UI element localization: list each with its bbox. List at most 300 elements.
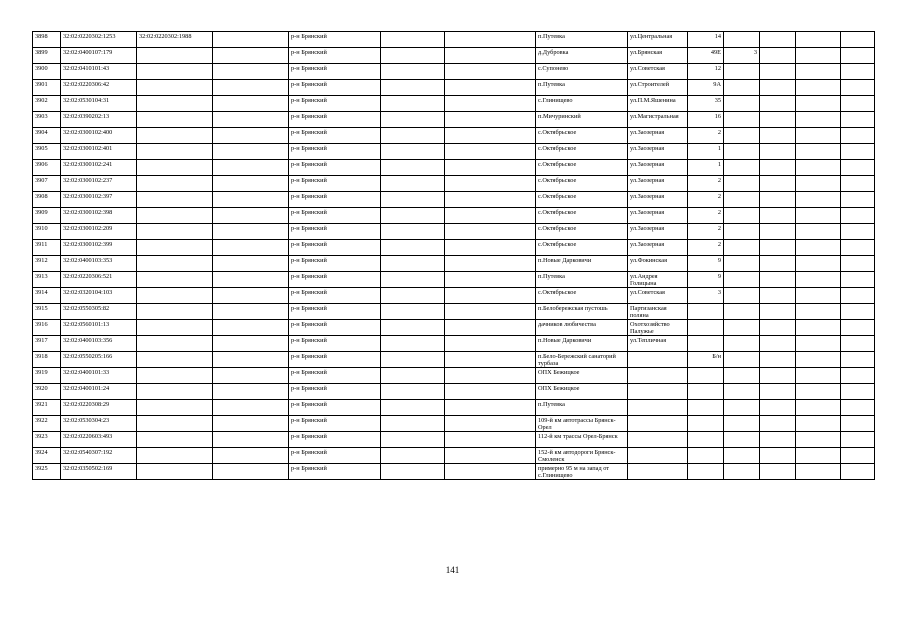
empty-cell (381, 432, 445, 448)
street-cell (628, 384, 688, 400)
linked-cadastral-number (137, 128, 213, 144)
empty-cell (841, 144, 875, 160)
street-cell: ул.Заозерная (628, 240, 688, 256)
empty-cell (760, 128, 796, 144)
settlement-cell: п.Новые Дарковичи (536, 256, 628, 272)
empty-cell (841, 320, 875, 336)
table-row (33, 192, 875, 208)
street-cell: ул.Заозерная (628, 128, 688, 144)
district-cell: р-н Брянский (289, 240, 381, 256)
district-cell: р-н Брянский (289, 288, 381, 304)
settlement-cell: 112-й км трассы Орел-Брянск (536, 432, 628, 448)
table-row (33, 288, 875, 304)
cadastral-number: 32:02:0400101:24 (61, 384, 137, 400)
row-number: 3900 (33, 64, 61, 80)
empty-cell (796, 320, 841, 336)
empty-cell (381, 256, 445, 272)
building-number-cell (724, 256, 760, 272)
district-cell: р-н Брянский (289, 128, 381, 144)
cadastral-number: 32:02:0300102:398 (61, 208, 137, 224)
empty-cell (381, 208, 445, 224)
row-number: 3925 (33, 464, 61, 480)
settlement-cell: с.Октябрьское (536, 176, 628, 192)
empty-cell (381, 224, 445, 240)
empty-cell (381, 464, 445, 480)
empty-cell (445, 192, 536, 208)
street-cell: ул.Магистральная (628, 112, 688, 128)
empty-cell (796, 336, 841, 352)
empty-cell (445, 80, 536, 96)
settlement-cell: с.Октябрьское (536, 160, 628, 176)
empty-cell (213, 272, 289, 288)
empty-cell (213, 192, 289, 208)
empty-cell (796, 272, 841, 288)
empty-cell (760, 352, 796, 368)
street-cell: Охотхозяйство Палужье (628, 320, 688, 336)
table-row (33, 256, 875, 272)
empty-cell (796, 384, 841, 400)
district-cell: р-н Брянский (289, 80, 381, 96)
empty-cell (381, 416, 445, 432)
empty-cell (760, 32, 796, 48)
empty-cell (796, 368, 841, 384)
building-number-cell (724, 112, 760, 128)
row-number: 3899 (33, 48, 61, 64)
house-number-cell: 2 (688, 128, 724, 144)
house-number-cell (688, 336, 724, 352)
row-number: 3916 (33, 320, 61, 336)
table-row (33, 224, 875, 240)
registry-sheet (32, 31, 875, 480)
empty-cell (445, 64, 536, 80)
empty-cell (213, 208, 289, 224)
empty-cell (760, 112, 796, 128)
empty-cell (445, 288, 536, 304)
street-cell: ул.Центральная (628, 32, 688, 48)
district-cell: р-н Брянский (289, 304, 381, 320)
empty-cell (381, 80, 445, 96)
settlement-cell: п.Путевка (536, 80, 628, 96)
linked-cadastral-number (137, 112, 213, 128)
building-number-cell (724, 80, 760, 96)
linked-cadastral-number (137, 64, 213, 80)
empty-cell (381, 272, 445, 288)
row-number: 3906 (33, 160, 61, 176)
cadastral-number: 32:02:0300102:209 (61, 224, 137, 240)
empty-cell (381, 96, 445, 112)
linked-cadastral-number (137, 400, 213, 416)
empty-cell (445, 240, 536, 256)
empty-cell (841, 208, 875, 224)
building-number-cell (724, 208, 760, 224)
linked-cadastral-number (137, 448, 213, 464)
settlement-cell: п.Путевка (536, 400, 628, 416)
house-number-cell: 49Е (688, 48, 724, 64)
empty-cell (760, 416, 796, 432)
linked-cadastral-number (137, 176, 213, 192)
building-number-cell: 3 (724, 48, 760, 64)
settlement-cell: с.Октябрьское (536, 208, 628, 224)
empty-cell (445, 96, 536, 112)
house-number-cell: 1 (688, 144, 724, 160)
row-number: 3905 (33, 144, 61, 160)
house-number-cell: 14 (688, 32, 724, 48)
district-cell: р-н Брянский (289, 432, 381, 448)
building-number-cell (724, 144, 760, 160)
street-cell (628, 368, 688, 384)
empty-cell (381, 304, 445, 320)
building-number-cell (724, 160, 760, 176)
house-number-cell (688, 416, 724, 432)
row-number: 3898 (33, 32, 61, 48)
district-cell: р-н Брянский (289, 368, 381, 384)
empty-cell (213, 112, 289, 128)
cadastral-number: 32:02:0550305:82 (61, 304, 137, 320)
house-number-cell: 1 (688, 160, 724, 176)
street-cell: ул.Заозерная (628, 144, 688, 160)
empty-cell (760, 192, 796, 208)
building-number-cell (724, 352, 760, 368)
street-cell: ул.Тепличная (628, 336, 688, 352)
empty-cell (796, 304, 841, 320)
table-row (33, 352, 875, 368)
building-number-cell (724, 304, 760, 320)
cadastral-number: 32:02:0320104:103 (61, 288, 137, 304)
building-number-cell (724, 400, 760, 416)
row-number: 3917 (33, 336, 61, 352)
empty-cell (841, 336, 875, 352)
building-number-cell (724, 416, 760, 432)
empty-cell (841, 256, 875, 272)
empty-cell (213, 160, 289, 176)
row-number: 3907 (33, 176, 61, 192)
table-row (33, 160, 875, 176)
empty-cell (213, 240, 289, 256)
empty-cell (381, 400, 445, 416)
empty-cell (445, 160, 536, 176)
linked-cadastral-number (137, 336, 213, 352)
empty-cell (796, 192, 841, 208)
house-number-cell: 2 (688, 192, 724, 208)
empty-cell (796, 112, 841, 128)
empty-cell (841, 272, 875, 288)
row-number: 3918 (33, 352, 61, 368)
empty-cell (760, 464, 796, 480)
empty-cell (381, 176, 445, 192)
cadastral-number: 32:02:0400103:356 (61, 336, 137, 352)
building-number-cell (724, 384, 760, 400)
empty-cell (841, 160, 875, 176)
row-number: 3920 (33, 384, 61, 400)
street-cell (628, 352, 688, 368)
empty-cell (760, 48, 796, 64)
linked-cadastral-number (137, 368, 213, 384)
empty-cell (213, 352, 289, 368)
cadastral-number: 32:02:0560101:13 (61, 320, 137, 336)
empty-cell (796, 176, 841, 192)
building-number-cell (724, 64, 760, 80)
district-cell: р-н Брянский (289, 192, 381, 208)
row-number: 3911 (33, 240, 61, 256)
street-cell: ул.Заозерная (628, 176, 688, 192)
district-cell: р-н Брянский (289, 416, 381, 432)
empty-cell (445, 48, 536, 64)
empty-cell (760, 400, 796, 416)
district-cell: р-н Брянский (289, 464, 381, 480)
empty-cell (381, 336, 445, 352)
empty-cell (213, 144, 289, 160)
row-number: 3904 (33, 128, 61, 144)
settlement-cell: с.Октябрьское (536, 192, 628, 208)
building-number-cell (724, 192, 760, 208)
empty-cell (796, 416, 841, 432)
row-number: 3910 (33, 224, 61, 240)
district-cell: р-н Брянский (289, 144, 381, 160)
cadastral-number: 32:02:0220306:521 (61, 272, 137, 288)
empty-cell (841, 432, 875, 448)
empty-cell (213, 368, 289, 384)
empty-cell (381, 48, 445, 64)
street-cell: ул.Заозерная (628, 192, 688, 208)
empty-cell (381, 368, 445, 384)
district-cell: р-н Брянский (289, 208, 381, 224)
district-cell: р-н Брянский (289, 32, 381, 48)
empty-cell (841, 352, 875, 368)
street-cell (628, 432, 688, 448)
settlement-cell: п.Новые Дарковичи (536, 336, 628, 352)
cadastral-number: 32:02:0300102:241 (61, 160, 137, 176)
empty-cell (213, 320, 289, 336)
empty-cell (796, 432, 841, 448)
house-number-cell: 2 (688, 224, 724, 240)
empty-cell (796, 80, 841, 96)
table-row (33, 448, 875, 464)
cadastral-number: 32:02:0530304:23 (61, 416, 137, 432)
district-cell: р-н Брянский (289, 448, 381, 464)
empty-cell (760, 80, 796, 96)
settlement-cell: с.Октябрьское (536, 144, 628, 160)
house-number-cell (688, 320, 724, 336)
linked-cadastral-number (137, 208, 213, 224)
empty-cell (841, 384, 875, 400)
district-cell: р-н Брянский (289, 256, 381, 272)
street-cell: ул.Заозерная (628, 208, 688, 224)
linked-cadastral-number (137, 288, 213, 304)
row-number: 3915 (33, 304, 61, 320)
empty-cell (213, 400, 289, 416)
table-row (33, 112, 875, 128)
row-number: 3914 (33, 288, 61, 304)
empty-cell (445, 416, 536, 432)
building-number-cell (724, 240, 760, 256)
building-number-cell (724, 128, 760, 144)
registry-table-body (33, 32, 875, 480)
building-number-cell (724, 464, 760, 480)
empty-cell (841, 288, 875, 304)
house-number-cell (688, 448, 724, 464)
building-number-cell (724, 288, 760, 304)
empty-cell (213, 128, 289, 144)
cadastral-number: 32:02:0350502:169 (61, 464, 137, 480)
house-number-cell: Б/н (688, 352, 724, 368)
empty-cell (213, 464, 289, 480)
empty-cell (445, 400, 536, 416)
street-cell: ул.Фокинская (628, 256, 688, 272)
table-row (33, 320, 875, 336)
linked-cadastral-number (137, 96, 213, 112)
table-row (33, 416, 875, 432)
empty-cell (841, 304, 875, 320)
empty-cell (445, 320, 536, 336)
table-row (33, 464, 875, 480)
house-number-cell: 3 (688, 288, 724, 304)
table-row (33, 32, 875, 48)
building-number-cell (724, 432, 760, 448)
street-cell: ул.Андрея Голицына (628, 272, 688, 288)
linked-cadastral-number (137, 224, 213, 240)
empty-cell (796, 160, 841, 176)
settlement-cell: д.Дубровка (536, 48, 628, 64)
settlement-cell: п.Путевка (536, 272, 628, 288)
registry-table (32, 31, 875, 480)
district-cell: р-н Брянский (289, 160, 381, 176)
empty-cell (841, 112, 875, 128)
house-number-cell: 9А (688, 80, 724, 96)
empty-cell (796, 144, 841, 160)
table-row (33, 80, 875, 96)
street-cell: ул.Советская (628, 288, 688, 304)
empty-cell (213, 32, 289, 48)
district-cell: р-н Брянский (289, 64, 381, 80)
settlement-cell: с.Глинищево (536, 96, 628, 112)
building-number-cell (724, 448, 760, 464)
district-cell: р-н Брянский (289, 400, 381, 416)
empty-cell (760, 448, 796, 464)
house-number-cell: 12 (688, 64, 724, 80)
street-cell: ул.Заозерная (628, 224, 688, 240)
table-row (33, 144, 875, 160)
empty-cell (841, 240, 875, 256)
house-number-cell: 2 (688, 176, 724, 192)
table-row (33, 176, 875, 192)
cadastral-number: 32:02:0400101:33 (61, 368, 137, 384)
linked-cadastral-number: 32:02:0220302:1988 (137, 32, 213, 48)
house-number-cell: 9 (688, 256, 724, 272)
empty-cell (445, 336, 536, 352)
house-number-cell (688, 384, 724, 400)
empty-cell (213, 96, 289, 112)
table-row (33, 208, 875, 224)
empty-cell (445, 176, 536, 192)
cadastral-number: 32:02:0410101:43 (61, 64, 137, 80)
empty-cell (796, 96, 841, 112)
table-row (33, 272, 875, 288)
cadastral-number: 32:02:0400103:353 (61, 256, 137, 272)
empty-cell (796, 128, 841, 144)
house-number-cell (688, 304, 724, 320)
district-cell: р-н Брянский (289, 224, 381, 240)
building-number-cell (724, 272, 760, 288)
cadastral-number: 32:02:0550205:166 (61, 352, 137, 368)
cadastral-number: 32:02:0220302:1253 (61, 32, 137, 48)
settlement-cell: п.Бело-Бережский санаторий турбаза (536, 352, 628, 368)
row-number: 3902 (33, 96, 61, 112)
table-row (33, 368, 875, 384)
empty-cell (796, 448, 841, 464)
cadastral-number: 32:02:0300102:399 (61, 240, 137, 256)
empty-cell (381, 144, 445, 160)
empty-cell (841, 416, 875, 432)
empty-cell (381, 112, 445, 128)
cadastral-number: 32:02:0220603:493 (61, 432, 137, 448)
empty-cell (796, 256, 841, 272)
empty-cell (381, 128, 445, 144)
district-cell: р-н Брянский (289, 352, 381, 368)
empty-cell (213, 48, 289, 64)
empty-cell (445, 448, 536, 464)
empty-cell (760, 96, 796, 112)
house-number-cell (688, 464, 724, 480)
settlement-cell: с.Октябрьское (536, 240, 628, 256)
table-row (33, 384, 875, 400)
table-row (33, 432, 875, 448)
empty-cell (796, 64, 841, 80)
row-number: 3919 (33, 368, 61, 384)
table-row (33, 304, 875, 320)
empty-cell (381, 288, 445, 304)
table-row (33, 48, 875, 64)
cadastral-number: 32:02:0220308:29 (61, 400, 137, 416)
empty-cell (841, 192, 875, 208)
empty-cell (213, 288, 289, 304)
empty-cell (760, 240, 796, 256)
empty-cell (213, 80, 289, 96)
row-number: 3924 (33, 448, 61, 464)
empty-cell (760, 432, 796, 448)
building-number-cell (724, 368, 760, 384)
table-row (33, 336, 875, 352)
linked-cadastral-number (137, 432, 213, 448)
empty-cell (796, 32, 841, 48)
linked-cadastral-number (137, 464, 213, 480)
settlement-cell: ОПХ Бежицкое (536, 384, 628, 400)
linked-cadastral-number (137, 272, 213, 288)
district-cell: р-н Брянский (289, 336, 381, 352)
empty-cell (381, 320, 445, 336)
empty-cell (841, 464, 875, 480)
linked-cadastral-number (137, 48, 213, 64)
empty-cell (445, 256, 536, 272)
empty-cell (213, 176, 289, 192)
empty-cell (841, 32, 875, 48)
district-cell: р-н Брянский (289, 384, 381, 400)
empty-cell (445, 432, 536, 448)
empty-cell (760, 64, 796, 80)
row-number: 3912 (33, 256, 61, 272)
cadastral-number: 32:02:0300102:397 (61, 192, 137, 208)
row-number: 3913 (33, 272, 61, 288)
linked-cadastral-number (137, 144, 213, 160)
linked-cadastral-number (137, 80, 213, 96)
row-number: 3901 (33, 80, 61, 96)
empty-cell (213, 448, 289, 464)
empty-cell (796, 48, 841, 64)
page-number: 141 (445, 565, 460, 575)
row-number: 3923 (33, 432, 61, 448)
empty-cell (841, 176, 875, 192)
settlement-cell: п.Белобережская пустошь (536, 304, 628, 320)
empty-cell (760, 256, 796, 272)
